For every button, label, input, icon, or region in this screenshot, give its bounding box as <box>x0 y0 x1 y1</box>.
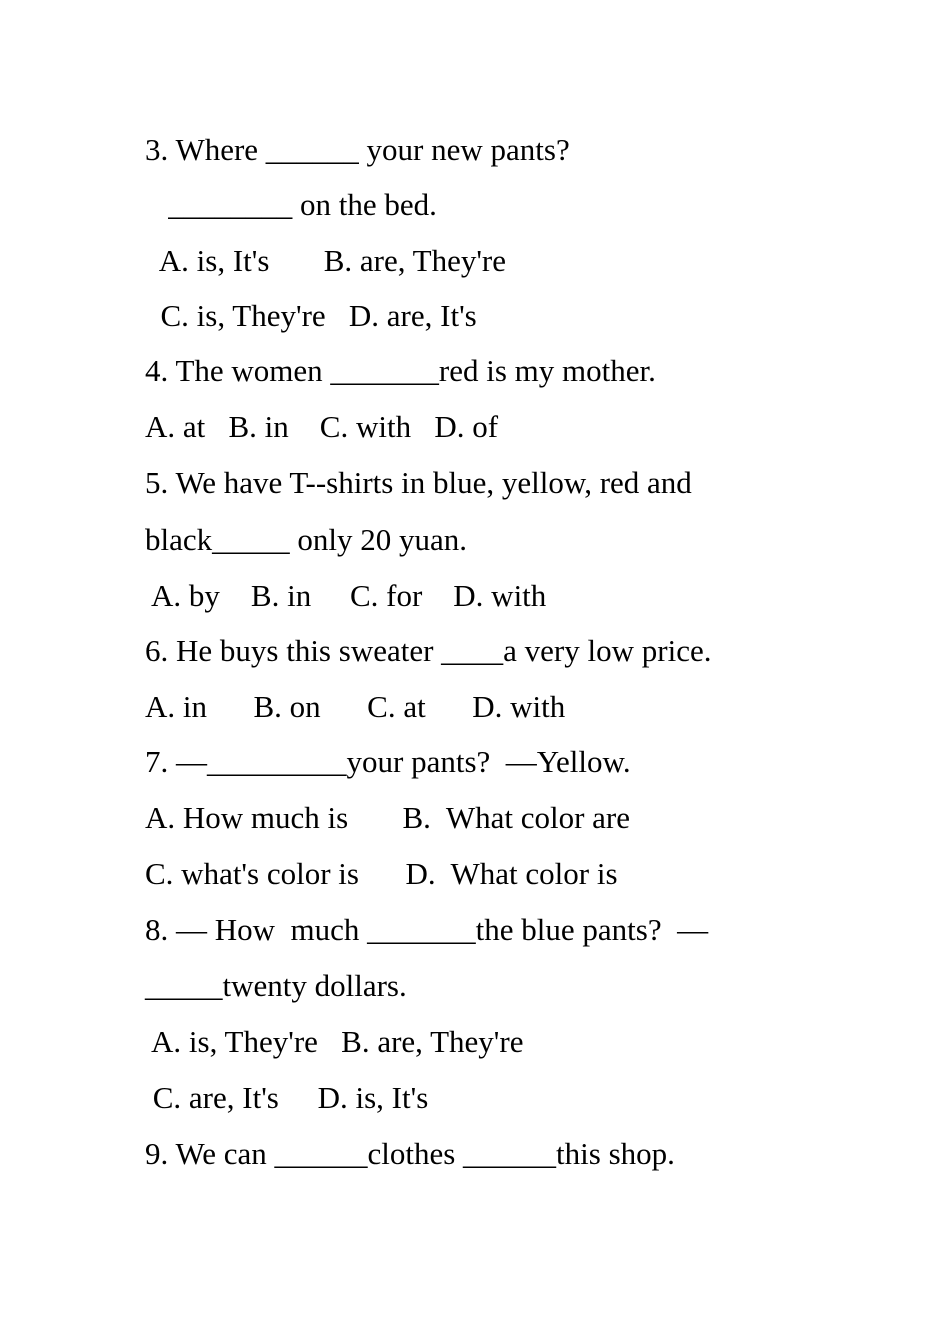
question-8-stem: 8. — How much _______the blue pants? — <box>145 912 709 947</box>
question-3-options-cd: C. is, They're D. are, It's <box>145 298 477 333</box>
question-3-answer-line: ________ on the bed. <box>145 187 437 222</box>
question-5-stem-cont: black_____ only 20 yuan. <box>145 522 468 557</box>
question-4-options: A. at B. in C. with D. of <box>145 409 499 444</box>
question-7-options-ab: A. How much is B. What color are <box>145 800 630 835</box>
question-8-options-ab: A. is, They're B. are, They're <box>145 1024 524 1059</box>
question-5-options: A. by B. in C. for D. with <box>145 578 547 613</box>
question-6-options: A. in B. on C. at D. with <box>145 689 566 724</box>
question-7-options-cd: C. what's color is D. What color is <box>145 856 618 891</box>
question-3-options-ab: A. is, It's B. are, They're <box>145 243 507 278</box>
question-4-stem: 4. The women _______red is my mother. <box>145 353 656 388</box>
question-8-stem-cont: _____twenty dollars. <box>145 968 407 1003</box>
question-7-stem: 7. —_________your pants? —Yellow. <box>145 744 631 779</box>
question-3-stem: 3. Where ______ your new pants? <box>145 132 570 167</box>
question-8-options-cd: C. are, It's D. is, It's <box>145 1080 429 1115</box>
question-6-stem: 6. He buys this sweater ____a very low price. <box>145 633 712 668</box>
question-5-stem: 5. We have T--shirts in blue, yellow, red and <box>145 465 692 500</box>
question-9-stem: 9. We can ______clothes ______this shop. <box>145 1136 675 1171</box>
